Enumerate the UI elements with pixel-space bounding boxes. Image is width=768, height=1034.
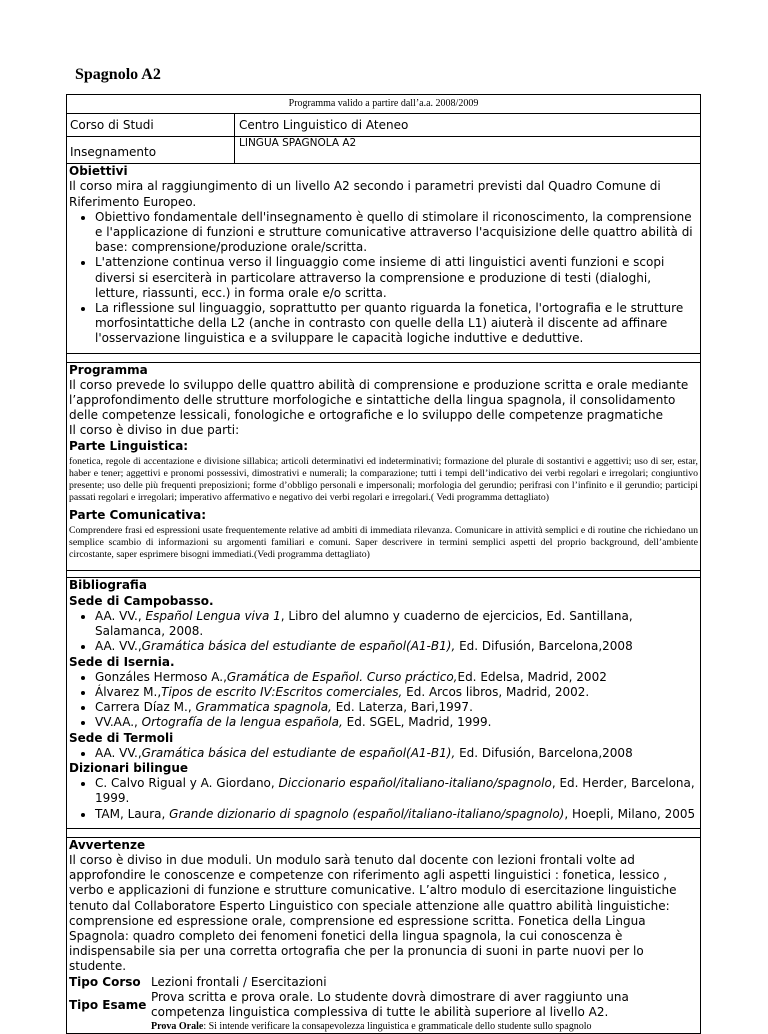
bibliografia-heading: Bibliografia: [69, 578, 147, 593]
sede-isernia: Sede di Isernia.: [69, 654, 175, 669]
publisher: , Libro del alumno y cuaderno de ejercicios, Ed. Santillana, Salamanca, 2008.: [95, 608, 633, 639]
tipo-esame-row: [69, 990, 698, 1033]
programma-intro: Il corso prevede lo sviluppo delle quattro abilità di comprensione e produzione scritta e orale mediante l’approfondimento delle strutture morfologiche e sintattiche della lingua spagnola, il consolidamento delle competenze lessicali, fonologiche e ortografiche e lo sviluppo delle competenze pragmatiche: [69, 377, 689, 423]
author: TAM, Laura,: [95, 806, 170, 821]
insegnamento-label: Insegnamento: [67, 137, 235, 163]
list-item: • La riflessione sul linguaggio, soprattutto per quanto riguarda la fonetica, l'ortografia e le strutture morfosintattiche della L2 (anche in contrasto con quelle della L1) aiuterà il discente ad affinare l'osservazione linguistica e a sviluppare le capacità logiche induttive e deduttive.: [95, 301, 698, 347]
list-item: [95, 685, 698, 700]
parte-comunicativa-text: Comprendere frasi ed espressioni usate frequentemente relative ad ambiti di immediata rilevanza. Comunicare in attività semplici e di routine che richiedano un semplice scambio di informazioni su argomenti familiari e comuni. Saper descrivere in termini semplici aspetti del proprio background, dell’ambiente circostante, saper esprimere bisogni immediati.(Vedi programma dettagliato): [69, 524, 698, 561]
list-item: [95, 670, 698, 685]
dizionari-list: [69, 776, 698, 822]
info-row-insegnamento: [67, 137, 700, 164]
author: C. Calvo Rigual y A. Giordano,: [95, 776, 279, 791]
list-item: [95, 700, 698, 715]
list-item: [95, 746, 698, 761]
avvertenze-heading: Avvertenze: [69, 837, 146, 852]
parte-linguistica-heading: Parte Linguistica:: [69, 438, 189, 453]
prova-orale-text: : Si intende verificare la consapevolezza linguistica e grammaticale dello studente sullo spagnolo: [203, 1021, 592, 1033]
avvertenze-section: [67, 837, 700, 1033]
info-row-corso: [67, 114, 700, 137]
tipo-esame-value: [151, 990, 698, 1033]
corso-label: Corso di Studi: [67, 114, 235, 136]
list-item: [95, 776, 698, 806]
publisher: Ed. Difusión, Barcelona,2008: [455, 745, 633, 760]
page-title: Spagnolo A2: [75, 66, 161, 83]
prova-orale-label: Prova Orale: [151, 1021, 204, 1033]
list-item: [95, 715, 698, 730]
document-table: [66, 94, 701, 1034]
campobasso-list: [69, 609, 698, 655]
obiettivi-intro: Il corso mira al raggiungimento di un livello A2 secondo i parametri previsti dal Quadro Comune di Riferimento Europeo.: [69, 179, 661, 209]
author: AA. VV.,: [95, 608, 146, 623]
tipo-esame-label: Tipo Esame: [69, 997, 147, 1012]
prova-orale: [151, 1020, 698, 1033]
book-title: Tipos de escrito IV:Escritos comerciales,: [161, 684, 403, 699]
obiettivi-section: [67, 164, 700, 353]
tipo-esame-text: Prova scritta e prova orale. Lo studente dovrà dimostrare di aver raggiunto una competenza linguistica complessiva di tutte le abilità superiore al livello A2.: [151, 989, 629, 1019]
termoli-list: [69, 746, 698, 761]
dizionari-heading: Dizionari bilingue: [69, 760, 189, 775]
book-title: Español Lengua viva 1: [145, 608, 281, 623]
author: Carrera Díaz M.,: [95, 700, 196, 715]
list-item: [95, 609, 698, 639]
isernia-list: [69, 670, 698, 731]
author: Álvarez M.,: [95, 684, 162, 699]
book-title: Grammatica spagnola,: [195, 700, 332, 715]
list-item: • Obiettivo fondamentale dell'insegnamento è quello di stimolare il riconoscimento, la comprensione e l'applicazione di funzioni e strutture comunicative attraverso l'acquisizione delle quattro abilità di base: comprensione/produzione orale/scritta.: [95, 210, 698, 256]
list-item: [95, 639, 698, 654]
corso-value: Centro Linguistico di Ateneo: [239, 118, 409, 132]
author: AA. VV.,: [95, 639, 142, 654]
book-title: Ortografía de la lengua española,: [141, 715, 343, 730]
publisher: Ed. Arcos libros, Madrid, 2002.: [402, 684, 590, 699]
programma-section: [67, 362, 700, 572]
publisher: Ed. Edelsa, Madrid, 2002: [457, 669, 607, 684]
insegnamento-value: LINGUA SPAGNOLA A2: [239, 137, 357, 150]
bibliografia-section: [67, 577, 700, 828]
publisher: , Ed. Herder, Barcelona, 1999.: [95, 776, 695, 806]
parte-linguistica-text: fonetica, regole di accentazione e divisione sillabica; articoli determinativi ed indeterminativi; formazione del plurale di sostantivi e aggettivi; uso di ser, estar, haber e tener; aggettivi e pronomi possessivi, dimostrativi e numerali; la comparazione; tutti i tempi dell’indicativo dei verbi regolari e irregolari; congiuntivo presente; uso delle più frequenti preposizioni; forme d’obbligo personali e impersonali; morfologia del gerundio; perifrasi con l’infinito e il gerundio; participi passati regolari e irregolari; imperativo affermativo e negativo dei verbi regolari e irregolari.( Vedi programma dettagliato): [69, 455, 698, 504]
book-title: Gramática básica del estudiante de español(A1-B1),: [141, 745, 456, 760]
sede-termoli: Sede di Termoli: [69, 730, 174, 745]
tipo-corso-row: [69, 975, 698, 990]
author: VV.AA.,: [95, 715, 142, 730]
tipo-corso-label: Tipo Corso: [69, 974, 141, 989]
author: AA. VV.,: [95, 745, 142, 760]
book-title: Gramática de Español. Curso práctico,: [226, 669, 458, 684]
obiettivi-heading: Obiettivi: [69, 164, 128, 179]
publisher: , Hoepli, Milano, 2005: [564, 806, 696, 821]
list-item: [95, 807, 698, 822]
programma-intro-2: Il corso è diviso in due parti:: [69, 423, 240, 438]
publisher: Ed. Laterza, Bari,1997.: [331, 700, 473, 715]
obiettivi-list: [69, 210, 698, 347]
list-item: • L'attenzione continua verso il linguaggio come insieme di atti linguistici aventi funzioni e scopi diversi si eserciterà in particolare attraverso la comprensione e produzione di testi (dialoghi, letture, riassunti, ecc.) in forma orale e/o scritta.: [95, 255, 698, 301]
publisher: Ed. SGEL, Madrid, 1999.: [342, 715, 492, 730]
avvertenze-text: Il corso è diviso in due moduli. Un modulo sarà tenuto dal docente con lezioni frontali volte ad approfondire le conoscenze e competenze con riferimento agli aspetti linguistici : fonetica, lessico , verbo e applicazioni di funzione e strutture comunicative. L’altro modulo di esercitazione linguistiche tenuto dal Collaboratore Esperto Linguistico con speciale attenzione alle quattro abilità linguistiche: comprensione ed espressione orale, comprensione ed espressione scritta. Fonetica della Lingua Spagnola: quadro completo dei fenomeni fonetici della lingua spagnola, la cui conoscenza è indispensabile sia per una corretta ortografia che per la pronuncia di suoni in parte nuovi per lo studente.: [69, 852, 677, 974]
tipo-corso-value: Lezioni frontali / Esercitazioni: [151, 974, 327, 989]
author: Gonzáles Hermoso A.,: [95, 669, 227, 684]
book-title: Gramática básica del estudiante de español(A1-B1),: [141, 639, 456, 654]
sede-campobasso: Sede di Campobasso.: [69, 593, 214, 608]
book-title: Grande dizionario di spagnolo (español/italiano-italiano/spagnolo): [169, 806, 565, 821]
publisher: Ed. Difusión, Barcelona,2008: [455, 639, 633, 654]
parte-comunicativa-heading: Parte Comunicativa:: [69, 507, 207, 522]
programma-heading: Programma: [69, 362, 148, 377]
validity-note: Programma valido a partire dall’a.a. 2008/2009: [67, 95, 700, 114]
book-title: Diccionario español/italiano-italiano/spagnolo: [278, 776, 552, 791]
